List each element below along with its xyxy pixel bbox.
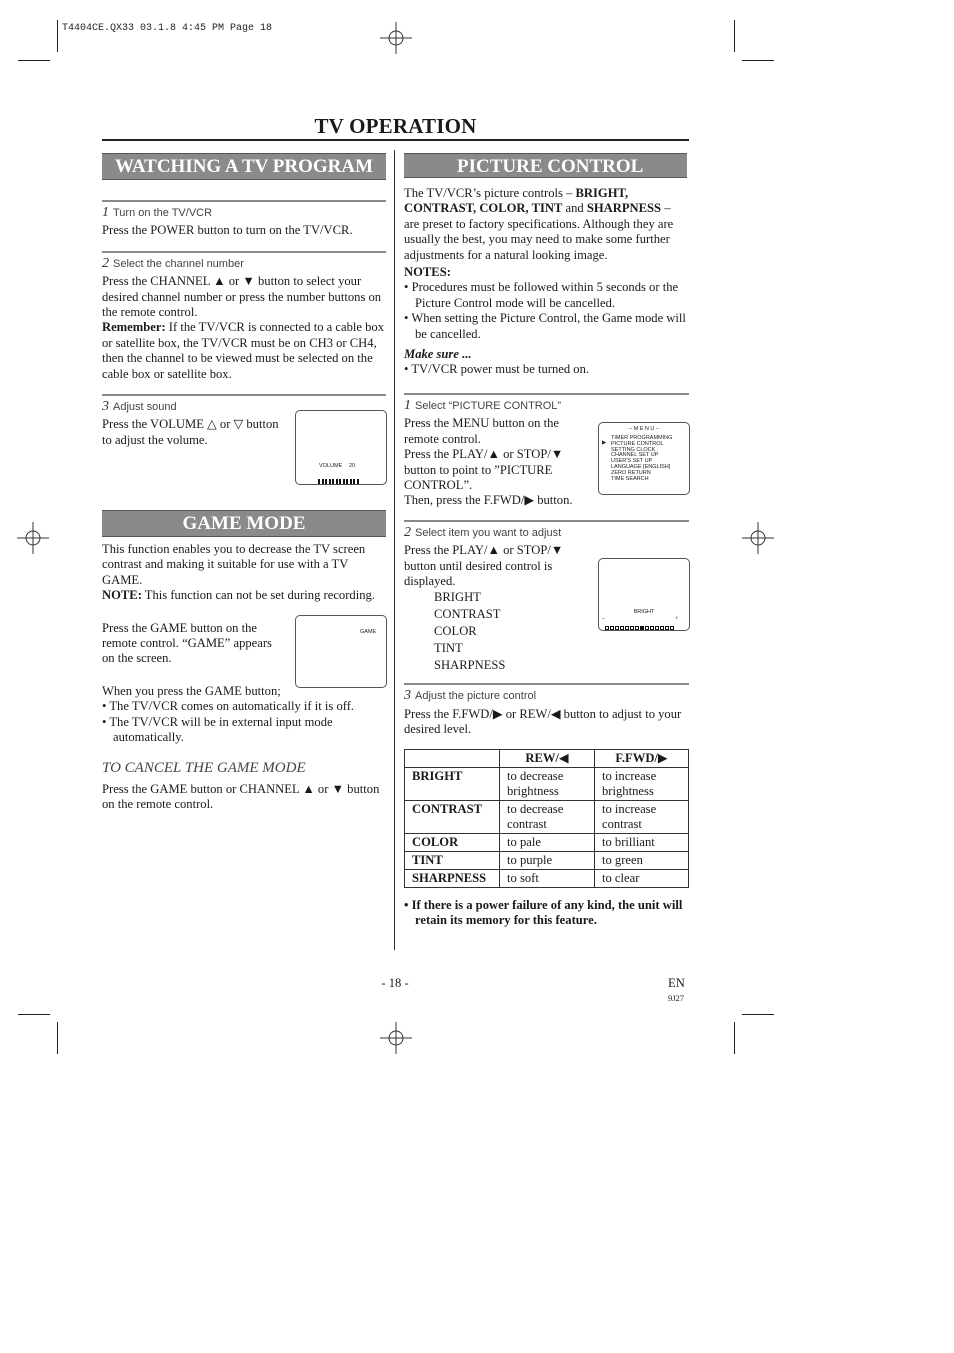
crop-mark-icon xyxy=(742,60,774,61)
table-cell: to increase brightness xyxy=(594,767,688,800)
table-cell: SHARPNESS xyxy=(405,869,500,887)
model-code: 9J27 xyxy=(668,993,685,1003)
step-title: Select “PICTURE CONTROL” xyxy=(415,399,562,412)
registration-mark-icon xyxy=(380,22,412,54)
volume-osd-screen xyxy=(295,410,387,485)
bright-segment xyxy=(620,626,624,630)
crop-mark-icon xyxy=(734,1022,735,1054)
power-failure-note: • If there is a power failure of any kind, the unit will retain its memory for this feature. xyxy=(404,897,683,927)
volume-segment xyxy=(357,479,359,484)
volume-segment xyxy=(346,479,348,484)
volume-segment xyxy=(318,479,320,484)
step-title: Adjust the picture control xyxy=(415,690,537,703)
game-osd-screen xyxy=(295,615,387,688)
bright-segment xyxy=(665,626,669,630)
table-cell: to pale xyxy=(500,833,595,851)
crop-mark-icon xyxy=(742,1014,774,1015)
volume-segment xyxy=(322,479,324,484)
menu-item: TIMER PROGRAMMING xyxy=(611,435,673,441)
step-text: Press the F.FWD/▶ or REW/◀ button to adjust to your desired level. xyxy=(404,706,682,737)
watching-banner: WATCHING A TV PROGRAM xyxy=(102,153,386,180)
picture-step-1: 1 Select “PICTURE CONTROL” Press the MENU button on the remote control. Press the PLAY/▲ or STOP/▼ button to point to ”PICTURE CONTROL”. Then, press the F.FWD/▶ button. xyxy=(404,393,689,509)
game-bullet: • The TV/VCR will be in external input mode automatically. xyxy=(102,714,333,745)
game-when-text: When you press the GAME button; xyxy=(102,683,281,698)
control-item: COLOR xyxy=(434,623,477,638)
notes-bullet: • Procedures must be followed within 5 seconds or the Picture Control mode will be cancelled. xyxy=(404,280,679,310)
remember-note: Remember: If the TV/VCR is connected to a cable box or satellite box, the TV/VCR must be on CH3 or CH4, then the channel to be viewed must be selected on the cable box or satellite box. xyxy=(102,320,384,381)
volume-level-bar xyxy=(318,471,366,476)
bright-segment xyxy=(645,626,649,630)
step-title: Turn on the TV/VCR xyxy=(113,207,213,219)
control-item: CONTRAST xyxy=(434,607,501,622)
step-text: Press the PLAY/▲ or STOP/▼ button to point to ”PICTURE CONTROL”. xyxy=(404,447,564,492)
bright-osd-label: BRIGHT xyxy=(633,609,655,615)
table-cell: to increase contrast xyxy=(594,800,688,833)
table-cell: to brilliant xyxy=(594,833,688,851)
registration-mark-icon xyxy=(380,1022,412,1054)
volume-segment xyxy=(329,479,331,484)
menu-osd-title: – M E N U – xyxy=(629,426,659,432)
picture-intro: The TV/VCR’s picture controls – BRIGHT, CONTRAST, COLOR, TINT and SHARPNESS – are preset to factory specifications. Although they are usually the best, you may need to make some further adjustments for a natural looking image. xyxy=(404,186,674,262)
game-intro: This function enables you to decrease the TV screen contrast and making it suitable for use with a TV GAME. xyxy=(102,542,366,587)
menu-cursor-icon: ▶ xyxy=(602,440,607,446)
menu-osd-list xyxy=(611,436,672,482)
table-cell: to clear xyxy=(594,869,688,887)
page-title: TV OPERATION xyxy=(314,114,477,138)
bright-segment xyxy=(655,626,659,630)
control-item: BRIGHT xyxy=(434,590,481,605)
column-divider xyxy=(394,150,395,950)
cancel-game-text: Press the GAME button or CHANNEL ▲ or ▼ button on the remote control. xyxy=(102,781,380,812)
bright-segment xyxy=(660,626,664,630)
watching-step-3: 3 Adjust sound Press the VOLUME △ or ▽ button to adjust the volume. xyxy=(102,394,386,448)
control-item: TINT xyxy=(434,640,463,655)
volume-segment xyxy=(350,479,352,484)
table-cell: to decrease brightness xyxy=(500,767,595,800)
bright-segment xyxy=(615,626,619,630)
table-cell: to soft xyxy=(500,869,595,887)
bright-segment xyxy=(605,626,609,630)
bright-segment xyxy=(625,626,629,630)
volume-segment xyxy=(343,479,345,484)
crop-mark-icon xyxy=(18,1014,50,1015)
step-text: Press the VOLUME △ or ▽ button to adjust the volume. xyxy=(102,417,279,447)
step-text: Then, press the F.FWD/▶ button. xyxy=(404,493,573,508)
volume-segment xyxy=(339,479,341,484)
volume-segment xyxy=(332,479,334,484)
bright-segment xyxy=(630,626,634,630)
step-text: Press the PLAY/▲ or STOP/▼ button until desired control is displayed. xyxy=(404,543,564,588)
volume-segment xyxy=(336,479,338,484)
table-row xyxy=(405,767,689,800)
step-title: Select item you want to adjust xyxy=(415,526,562,539)
control-item: SHARPNESS xyxy=(434,657,506,672)
watching-step-1: 1 Turn on the TV/VCR Press the POWER button to turn on the TV/VCR. xyxy=(102,200,386,239)
notes-bullet: • When setting the Picture Control, the Game mode will be cancelled. xyxy=(404,311,686,341)
picture-step-2: 2 Select item you want to adjust Press the PLAY/▲ or STOP/▼ button until desired control is displayed. BRIGHT CONTRAST COLOR TINT SHARPNESS xyxy=(404,520,689,674)
game-banner: GAME MODE xyxy=(102,510,386,537)
picture-control-banner: PICTURE CONTROL xyxy=(404,153,687,178)
menu-osd-screen xyxy=(598,422,690,495)
game-note: NOTE: This function can not be set during recording. xyxy=(102,588,375,603)
bright-level-bar xyxy=(602,617,686,622)
step-text: Press the POWER button to turn on the TV/VCR. xyxy=(102,223,353,238)
table-cell: TINT xyxy=(405,851,500,869)
volume-segment xyxy=(325,479,327,484)
bright-segment xyxy=(670,626,674,630)
table-cell: to purple xyxy=(500,851,595,869)
language-code: EN xyxy=(668,976,685,990)
table-row xyxy=(405,851,689,869)
table-header-row xyxy=(405,749,689,767)
notes-heading: NOTES: xyxy=(404,265,451,280)
step-title: Adjust sound xyxy=(113,401,177,414)
make-sure-bullet: • TV/VCR power must be turned on. xyxy=(404,362,590,377)
step-text: Press the CHANNEL ▲ or ▼ button to select your desired channel number or press the number buttons on the remote control. xyxy=(102,274,382,320)
step-text: Press the MENU button on the remote control. xyxy=(404,416,559,446)
picture-step-3: 3 Adjust the picture control Press the F.FWD/▶ or REW/◀ button to adjust to your desired level. xyxy=(404,683,689,737)
table-cell: to green xyxy=(594,851,688,869)
game-bullet: • The TV/VCR comes on automatically if it is off. xyxy=(102,699,355,714)
crop-mark-icon xyxy=(57,20,58,52)
bright-segment xyxy=(635,626,639,630)
table-row xyxy=(405,833,689,851)
volume-segment xyxy=(353,479,355,484)
menu-item: SETTING CLOCK xyxy=(611,446,656,453)
picture-control-table xyxy=(404,749,689,888)
table-cell: COLOR xyxy=(405,833,500,851)
volume-osd-label: VOLUME xyxy=(319,463,343,469)
crop-mark-icon xyxy=(734,20,735,52)
table-cell: CONTRAST xyxy=(405,800,500,833)
bright-segment xyxy=(610,626,614,630)
watching-step-2: 2 Select the channel number Press the CHANNEL ▲ or ▼ button to select your desired channel number or press the number buttons on the remote control. Remember: If the TV/VCR is connected to a cable box or satellite box, the TV/VCR must be on CH3 or CH4, then the channel to be viewed must be selected on the cable box or satellite box. xyxy=(102,251,386,382)
bright-osd-screen xyxy=(598,558,690,631)
bright-segment xyxy=(640,626,644,630)
menu-item: ZERO RETURN xyxy=(611,469,651,476)
table-row xyxy=(405,800,689,833)
bright-minus-icon: – xyxy=(602,616,605,622)
menu-item: CHANNEL SET UP xyxy=(611,452,659,459)
menu-item: PICTURE CONTROL xyxy=(611,440,664,447)
print-slug: T4404CE.QX33 03.1.8 4:45 PM Page 18 xyxy=(62,23,273,34)
game-press-text: Press the GAME button on the remote control. “GAME” appears on the screen. xyxy=(102,620,272,666)
registration-mark-icon xyxy=(742,522,774,554)
menu-item: USER'S SET UP xyxy=(611,458,653,465)
bright-segment xyxy=(650,626,654,630)
crop-mark-icon xyxy=(57,1022,58,1054)
page-number: - 18 - xyxy=(381,976,409,990)
table-header-cell xyxy=(405,749,500,767)
title-rule xyxy=(102,139,689,141)
cancel-game-heading: TO CANCEL THE GAME MODE xyxy=(102,760,306,777)
crop-mark-icon xyxy=(18,60,50,61)
menu-item: LANGUAGE [ENGLISH] xyxy=(611,463,671,470)
table-cell: to decrease contrast xyxy=(500,800,595,833)
table-cell: BRIGHT xyxy=(405,767,500,800)
table-row xyxy=(405,869,689,887)
bright-plus-icon: + xyxy=(675,616,679,622)
menu-item: TIME SEARCH xyxy=(611,475,649,482)
registration-mark-icon xyxy=(17,522,49,554)
table-header-cell: F.FWD/▶ xyxy=(594,749,688,767)
table-header-cell: REW/◀ xyxy=(500,749,595,767)
game-osd-label: GAME xyxy=(360,629,377,635)
step-title: Select the channel number xyxy=(113,257,244,270)
make-sure-heading: Make sure ... xyxy=(404,347,472,362)
volume-osd-value: 20 xyxy=(349,463,356,469)
